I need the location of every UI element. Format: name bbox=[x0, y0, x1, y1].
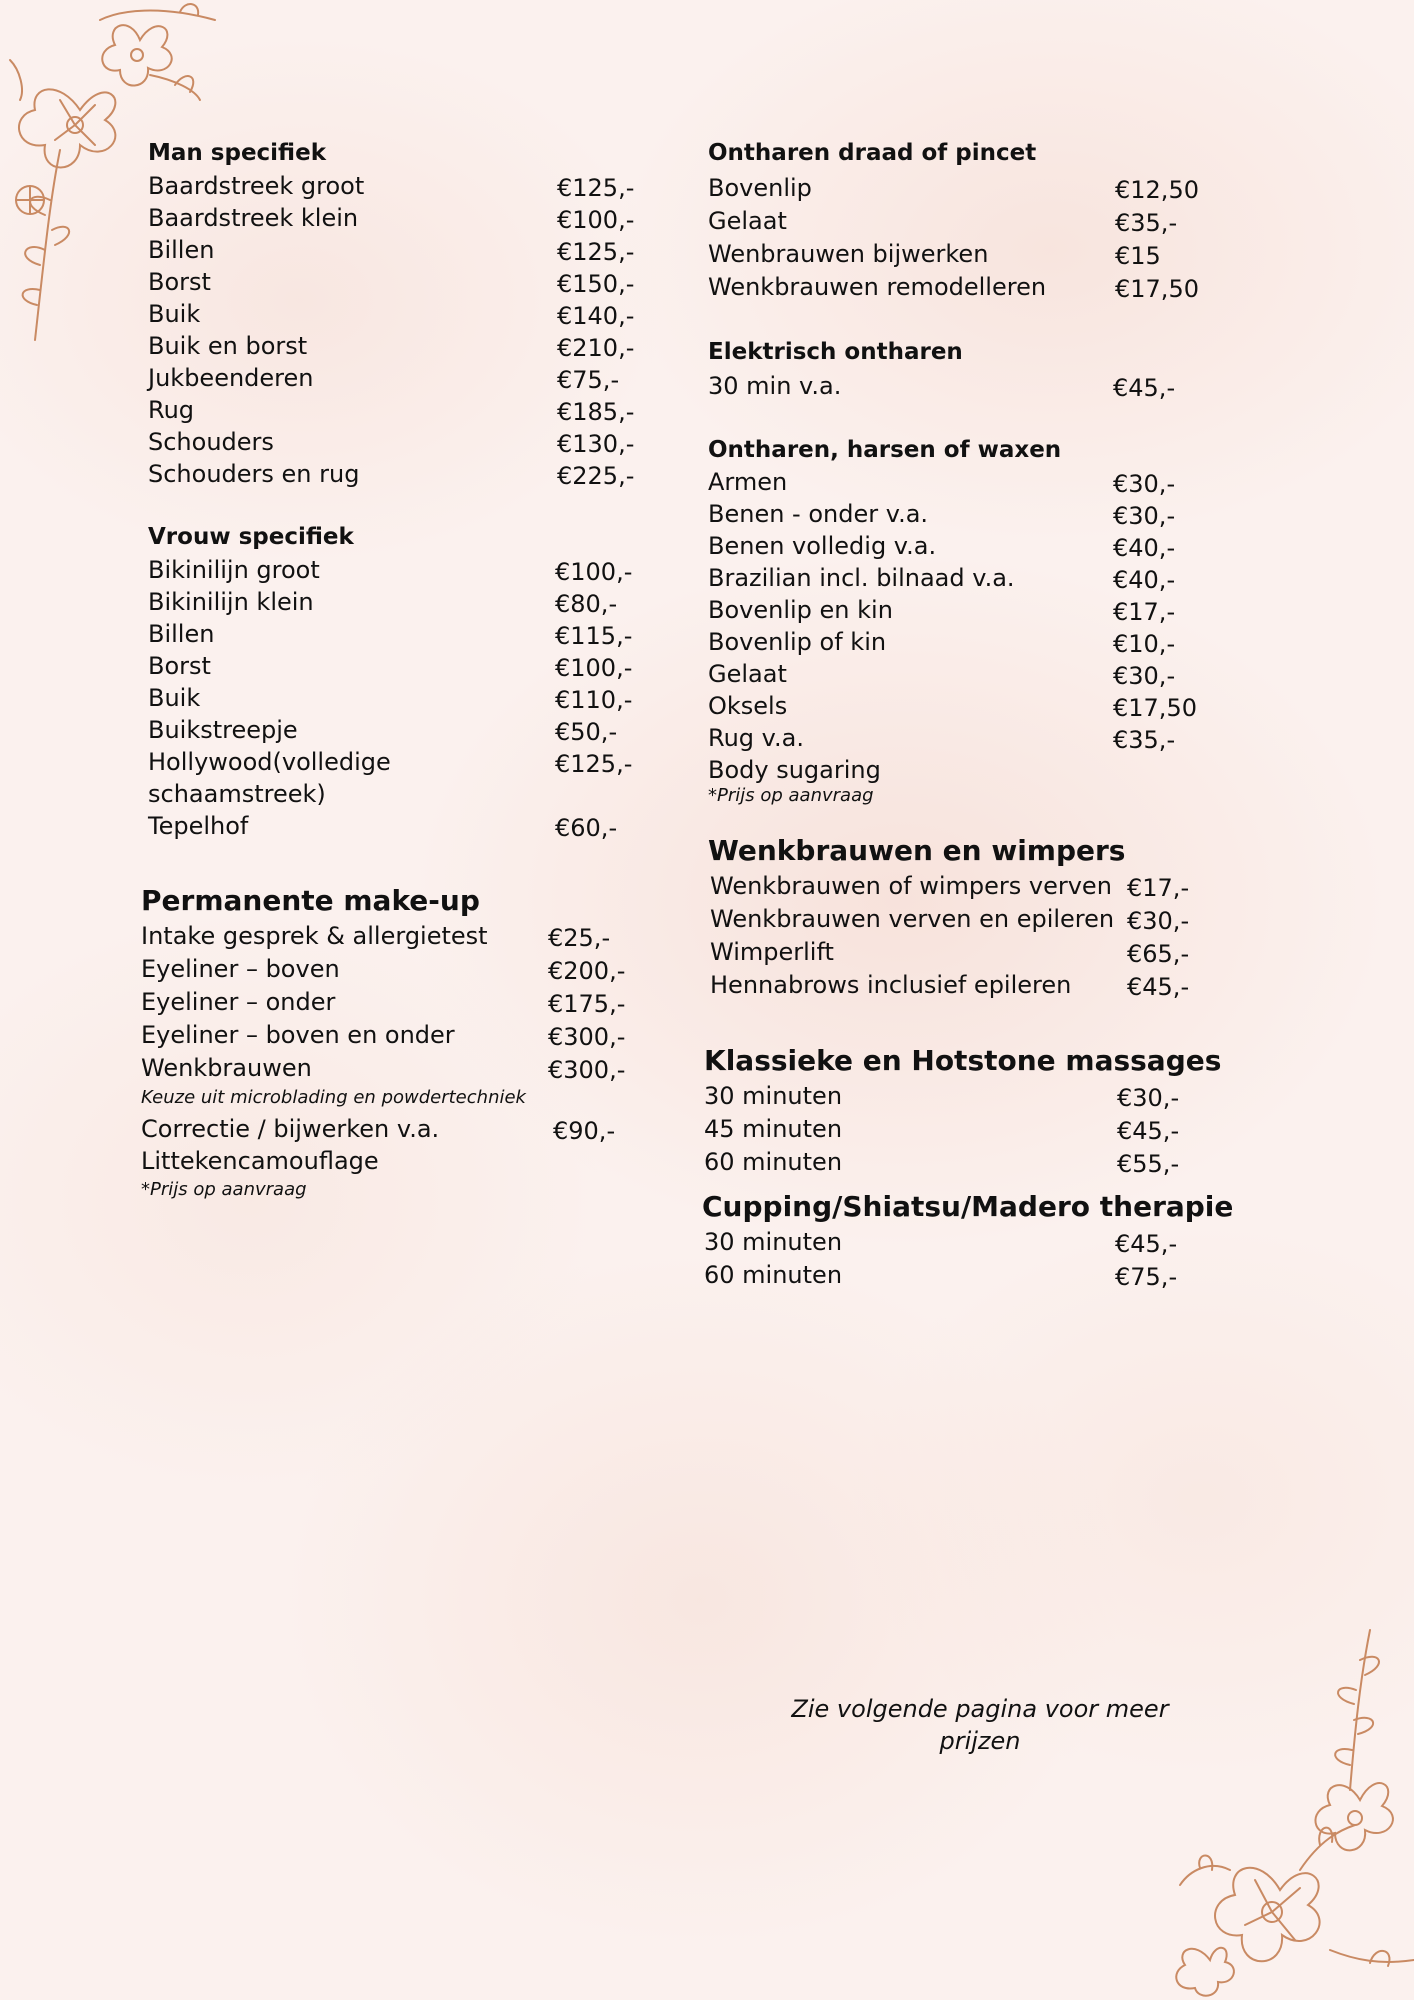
item-label: Bikinilijn klein bbox=[148, 588, 314, 616]
item-price: €80,- bbox=[555, 590, 618, 618]
item-label: Benen volledig v.a. bbox=[708, 532, 937, 560]
item-label: Baardstreek groot bbox=[148, 172, 365, 200]
item-price: €30,- bbox=[1127, 907, 1190, 935]
item-label: Hennabrows inclusief epileren bbox=[710, 971, 1072, 999]
item-price: €45,- bbox=[1113, 374, 1176, 402]
item-price: €100,- bbox=[555, 654, 633, 682]
item-label: Eyeliner – onder bbox=[141, 988, 336, 1016]
item-label: Schouders en rug bbox=[148, 460, 360, 488]
item-label: Billen bbox=[148, 620, 215, 648]
item-price: €30,- bbox=[1113, 662, 1176, 690]
item-label: Buik en borst bbox=[148, 332, 308, 360]
item-label: Buikstreepje bbox=[148, 716, 298, 744]
item-label: Littekencamouflage bbox=[141, 1147, 379, 1175]
item-label: Wenkbrauwen verven en epileren bbox=[710, 905, 1115, 933]
item-label: Rug v.a. bbox=[708, 724, 804, 752]
cupping-title: Cupping/Shiatsu/Madero therapie bbox=[702, 1190, 1234, 1223]
item-label: Jukbeenderen bbox=[148, 364, 314, 392]
item-price: €30,- bbox=[1117, 1084, 1180, 1112]
item-price: €100,- bbox=[557, 206, 635, 234]
item-price: €17,- bbox=[1127, 874, 1190, 902]
item-price: €200,- bbox=[548, 957, 626, 985]
item-price: €30,- bbox=[1113, 470, 1176, 498]
wimpers-title: Wenkbrauwen en wimpers bbox=[708, 834, 1126, 867]
footer-line-1: Zie volgende pagina voor meer bbox=[791, 1695, 1169, 1723]
pmu-note-2: *Prijs op aanvraag bbox=[141, 1179, 307, 1200]
item-price: €185,- bbox=[557, 398, 635, 426]
item-price: €300,- bbox=[548, 1056, 626, 1084]
item-label: Gelaat bbox=[708, 660, 787, 688]
item-label: Tepelhof bbox=[148, 812, 249, 840]
item-label: Baardstreek klein bbox=[148, 204, 359, 232]
item-price: €40,- bbox=[1113, 534, 1176, 562]
item-label: Wenkbrauwen of wimpers verven bbox=[710, 872, 1112, 900]
item-label: Borst bbox=[148, 268, 211, 296]
item-price: €65,- bbox=[1127, 940, 1190, 968]
item-label: Bovenlip en kin bbox=[708, 596, 893, 624]
pmu-title: Permanente make-up bbox=[141, 884, 480, 917]
item-price: €125,- bbox=[555, 750, 633, 778]
draad-title: Ontharen draad of pincet bbox=[708, 140, 1037, 166]
item-price: €15 bbox=[1115, 242, 1161, 270]
item-price: €125,- bbox=[557, 238, 635, 266]
item-price: €130,- bbox=[557, 430, 635, 458]
elektrisch-title: Elektrisch ontharen bbox=[708, 339, 963, 365]
item-price: €30,- bbox=[1113, 502, 1176, 530]
item-price: €75,- bbox=[557, 366, 620, 394]
item-price: €45,- bbox=[1117, 1117, 1180, 1145]
item-price: €110,- bbox=[555, 686, 633, 714]
item-price: €140,- bbox=[557, 302, 635, 330]
item-label: 30 minuten bbox=[704, 1228, 843, 1256]
item-price: €25,- bbox=[548, 924, 611, 952]
item-price: €17,50 bbox=[1113, 694, 1197, 722]
floral-corner-bottom-right-icon bbox=[1170, 1620, 1414, 2000]
item-label: Billen bbox=[148, 236, 215, 264]
item-price: €300,- bbox=[548, 1023, 626, 1051]
item-label: Bovenlip of kin bbox=[708, 628, 887, 656]
item-price: €50,- bbox=[555, 718, 618, 746]
item-label: Wenkbrauwen remodelleren bbox=[708, 273, 1047, 301]
item-label: 60 minuten bbox=[704, 1148, 843, 1176]
item-label: Borst bbox=[148, 652, 211, 680]
item-label: Armen bbox=[708, 468, 788, 496]
harsen-title: Ontharen, harsen of waxen bbox=[708, 437, 1062, 463]
item-price: €115,- bbox=[555, 622, 633, 650]
item-label: Wenkbrauwen bbox=[141, 1054, 312, 1082]
item-label: Hollywood(volledige bbox=[148, 748, 391, 776]
item-label: Wimperlift bbox=[710, 938, 834, 966]
item-price: €17,50 bbox=[1115, 275, 1199, 303]
item-label: Bovenlip bbox=[708, 174, 812, 202]
item-label: Body sugaring bbox=[708, 756, 881, 784]
vrouw-title: Vrouw specifiek bbox=[148, 524, 354, 550]
item-label: Intake gesprek & allergietest bbox=[141, 922, 488, 950]
item-price: €100,- bbox=[555, 558, 633, 586]
item-price: €35,- bbox=[1115, 209, 1178, 237]
man-title: Man specifiek bbox=[148, 140, 327, 166]
item-label: Bikinilijn groot bbox=[148, 556, 320, 584]
item-price: €225,- bbox=[557, 462, 635, 490]
item-label: Buik bbox=[148, 684, 201, 712]
item-price: €45,- bbox=[1127, 973, 1190, 1001]
item-label: schaamstreek) bbox=[148, 780, 326, 808]
item-label: 30 min v.a. bbox=[708, 372, 842, 400]
item-label: Wenbrauwen bijwerken bbox=[708, 240, 989, 268]
item-label: Oksels bbox=[708, 692, 788, 720]
item-label: Schouders bbox=[148, 428, 274, 456]
item-label: Gelaat bbox=[708, 207, 787, 235]
item-price: €40,- bbox=[1113, 566, 1176, 594]
item-price: €10,- bbox=[1113, 630, 1176, 658]
massages-title: Klassieke en Hotstone massages bbox=[704, 1044, 1222, 1077]
item-label: Brazilian incl. bilnaad v.a. bbox=[708, 564, 1015, 592]
harsen-note: *Prijs op aanvraag bbox=[708, 785, 874, 806]
item-label: 30 minuten bbox=[704, 1082, 843, 1110]
footer-line-2: prijzen bbox=[939, 1727, 1021, 1755]
item-label: Eyeliner – boven bbox=[141, 955, 340, 983]
item-label: 60 minuten bbox=[704, 1261, 843, 1289]
item-label: 45 minuten bbox=[704, 1115, 843, 1143]
item-price: €60,- bbox=[555, 814, 618, 842]
footer-note bbox=[780, 1693, 1180, 1757]
item-price: €12,50 bbox=[1115, 176, 1199, 204]
item-price: €150,- bbox=[557, 270, 635, 298]
item-label: Benen - onder v.a. bbox=[708, 500, 929, 528]
item-price: €210,- bbox=[557, 334, 635, 362]
item-label: Correctie / bijwerken v.a. bbox=[141, 1115, 440, 1143]
item-price: €75,- bbox=[1115, 1263, 1178, 1291]
item-price: €35,- bbox=[1113, 726, 1176, 754]
item-price: €45,- bbox=[1115, 1230, 1178, 1258]
item-label: Buik bbox=[148, 300, 201, 328]
item-price: €175,- bbox=[548, 990, 626, 1018]
item-label: Rug bbox=[148, 396, 195, 424]
item-price: €17,- bbox=[1113, 598, 1176, 626]
item-price: €90,- bbox=[553, 1117, 616, 1145]
item-label: Eyeliner – boven en onder bbox=[141, 1021, 455, 1049]
item-price: €55,- bbox=[1117, 1150, 1180, 1178]
pmu-note: Keuze uit microblading en powdertechniek bbox=[141, 1087, 526, 1108]
item-price: €125,- bbox=[557, 174, 635, 202]
